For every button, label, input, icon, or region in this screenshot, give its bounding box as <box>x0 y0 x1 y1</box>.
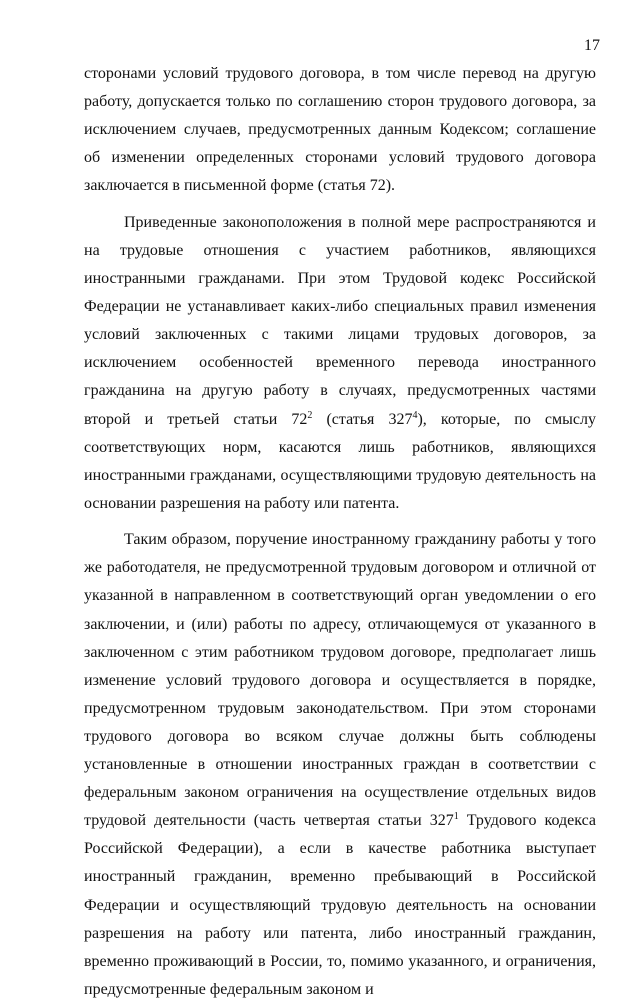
paragraph-continuation <box>84 60 596 200</box>
paragraph-text: Таким образом, поручение иностранному гражданину работы у того же работодателя, не предусмотренной трудовым договором и отличной от указанной в направленном в соответствующий орган уведомлении о его заключении, и (или) работы по адресу, отличающемуся от указанного в заключенном с этим работником трудовом договоре, предполагает лишь изменение условий трудового договора и осуществляется в порядке, предусмотренном трудовым законодательством. При этом сторонами трудового договора во всяком случае должны быть соблюдены установленные в отношении иностранных граждан в соответствии с федеральным законом ограничения на осуществление отдельных видов трудовой деятельности (часть четвертая статьи 327 <box>84 531 596 830</box>
paragraph-text: Приведенные законоположения в полной мере распространяются и на трудовые отношения с участием работников, являющихся иностранными гражданами. При этом Трудовой кодекс Российской Федерации не устанавливает каких-либо специальных правил изменения условий заключенных с такими лицами трудовых договоров, за исключением особенностей временного перевода иностранного гражданина на другую работу в случаях, предусмотренных частями второй и третьей статьи 72 <box>84 213 596 428</box>
paragraph-text: сторонами условий трудового договора, в том числе перевод на другую работу, допускается только по соглашению сторон трудового договора, за исключением случаев, предусмотренных данным Кодексом; соглашение об изменении определенных сторонами условий трудового договора заключается в письменной форме (статья 72). <box>84 65 596 195</box>
paragraph-text: (статья 327 <box>312 410 413 428</box>
footnote-superscript: 2 <box>307 409 313 421</box>
paragraph-text: Трудового кодекса Российской Федерации), а если в качестве работника выступает иностранный гражданин, временно пребывающий в Российской Федерации и осуществляющий трудовую деятельность на основании разрешения на работу или патента, либо иностранный гражданин, временно проживающий в России, то, помимо указанного, и ограничения, предусмотренные федеральным законом и <box>84 812 596 998</box>
paragraph-conclusion <box>84 526 596 1004</box>
footnote-superscript: 4 <box>412 409 418 421</box>
page-number: 17 <box>584 37 600 54</box>
paragraph-legal-provisions <box>84 209 596 518</box>
paragraph-text: ), которые, по смыслу соответствующих норм, касаются лишь работников, являющихся иностранными гражданами, осуществляющими трудовую деятельность на основании разрешения на работу или патента. <box>84 410 596 512</box>
document-body <box>84 60 596 1004</box>
footnote-superscript: 1 <box>453 811 459 823</box>
